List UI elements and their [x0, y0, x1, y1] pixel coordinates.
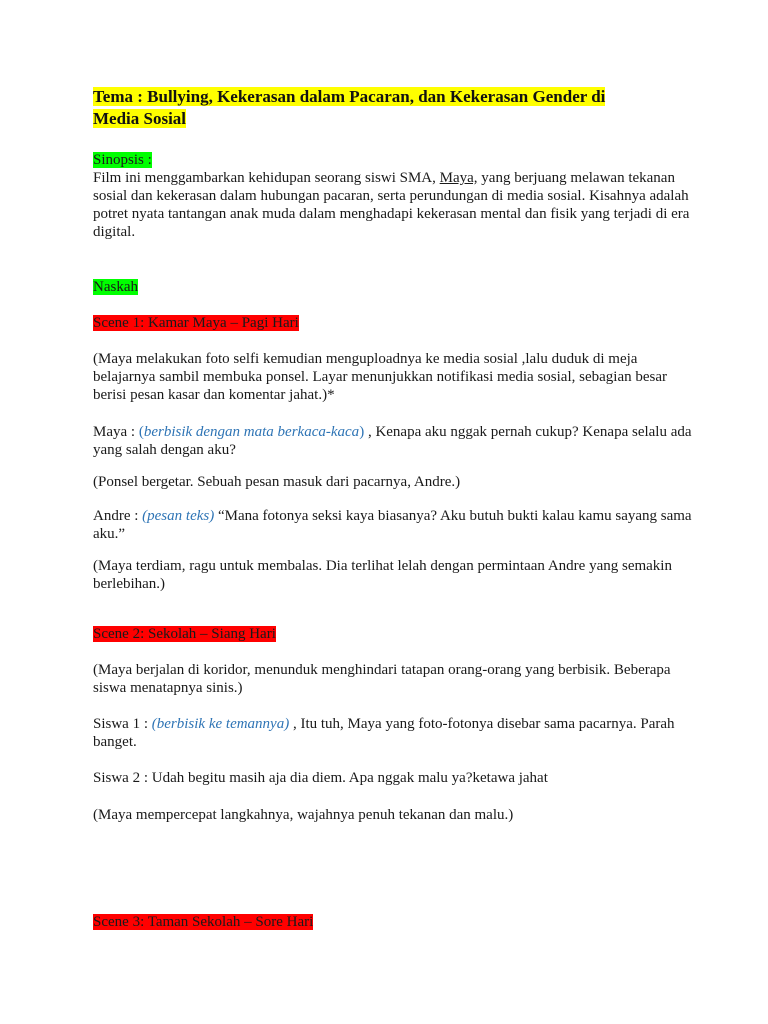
synopsis-label: Sinopsis : — [93, 152, 152, 168]
scene-1-action-2: (Ponsel bergetar. Sebuah pesan masuk dari pacarnya, Andre.) — [93, 474, 461, 490]
cue-paren-open: ( — [138, 424, 144, 440]
scene-2-heading — [93, 625, 693, 643]
synopsis-text-before: Film ini menggambarkan kehidupan seorang siswi SMA, — [93, 170, 440, 186]
speaker-siswa-1: Siswa 1 : — [93, 716, 152, 732]
synopsis-name: Maya, — [439, 170, 478, 186]
speaker-andre: Andre : — [93, 508, 143, 524]
scene-1-heading — [93, 314, 693, 332]
scene-1-action-3: (Maya terdiam, ragu untuk membalas. Dia terlihat lelah dengan permintaan Andre yang semakin berlebihan.) — [93, 558, 672, 592]
dialogue-text-maya: , Kenapa aku nggak pernah cukup? Kenapa selalu ada yang salah dengan aku? — [93, 424, 692, 458]
dialogue-text-andre: “Mana fotonya seksi kaya biasanya? Aku butuh bukti kalau kamu sayang sama aku.” — [93, 508, 692, 542]
scene-3-heading-text: Scene 3: Taman Sekolah – Sore Hari — [93, 914, 314, 930]
cue-paren-close: ) — [359, 424, 365, 440]
title-line-2: Media Sosial — [93, 109, 187, 128]
scene-1-action-1: (Maya melakukan foto selfi kemudian menguploadnya ke media sosial ,lalu duduk di meja belajarnya sambil membuka ponsel. Layar menunjukkan notifikasi media sosial, sebagian besar berisi pesan kasar dan komentar jahat.)* — [93, 351, 667, 403]
naskah-label: Naskah — [93, 279, 138, 295]
scene-2-action-2: (Maya mempercepat langkahnya, wajahnya penuh tekanan dan malu.) — [93, 807, 514, 823]
scene-1-heading-text: Scene 1: Kamar Maya – Pagi Hari — [93, 315, 299, 331]
scene-2-dialogue-siswa-1 — [93, 715, 693, 751]
stage-cue-andre: (pesan teks) — [142, 508, 215, 524]
speaker-maya: Maya : — [93, 424, 139, 440]
stage-cue-siswa-1: (berbisik ke temannya) — [151, 716, 290, 732]
title-line-1: Tema : Bullying, Kekerasan dalam Pacaran, dan Kekerasan Gender di — [93, 87, 606, 106]
scene-1-dialogue-maya — [93, 423, 693, 459]
naskah-section-label — [93, 278, 693, 296]
scene-1-dialogue-andre — [93, 507, 693, 543]
dialogue-text-siswa-1: , Itu tuh, Maya yang foto-fotonya disebar sama pacarnya. Parah banget. — [93, 716, 675, 750]
scene-2-action-1: (Maya berjalan di koridor, menunduk menghindari tatapan orang-orang yang berbisik. Beberapa siswa menatapnya sinis.) — [93, 662, 671, 696]
scene-3-heading — [93, 913, 693, 931]
scene-2-dialogue-siswa-2: Siswa 2 : Udah begitu masih aja dia diem. Apa nggak malu ya?ketawa jahat — [93, 770, 548, 786]
stage-cue-maya: berbisik dengan mata berkaca-kaca — [143, 424, 360, 440]
document-title — [93, 86, 693, 130]
synopsis-text-after: yang berjuang melawan tekanan sosial dan kekerasan dalam hubungan pacaran, serta perundungan di media sosial. Kisahnya adalah potret nyata tantangan anak muda dalam menghadapi kekerasan mental dan fisik yang terjadi di era digital. — [93, 170, 690, 240]
scene-2-heading-text: Scene 2: Sekolah – Siang Hari — [93, 626, 276, 642]
synopsis-section — [93, 151, 693, 241]
